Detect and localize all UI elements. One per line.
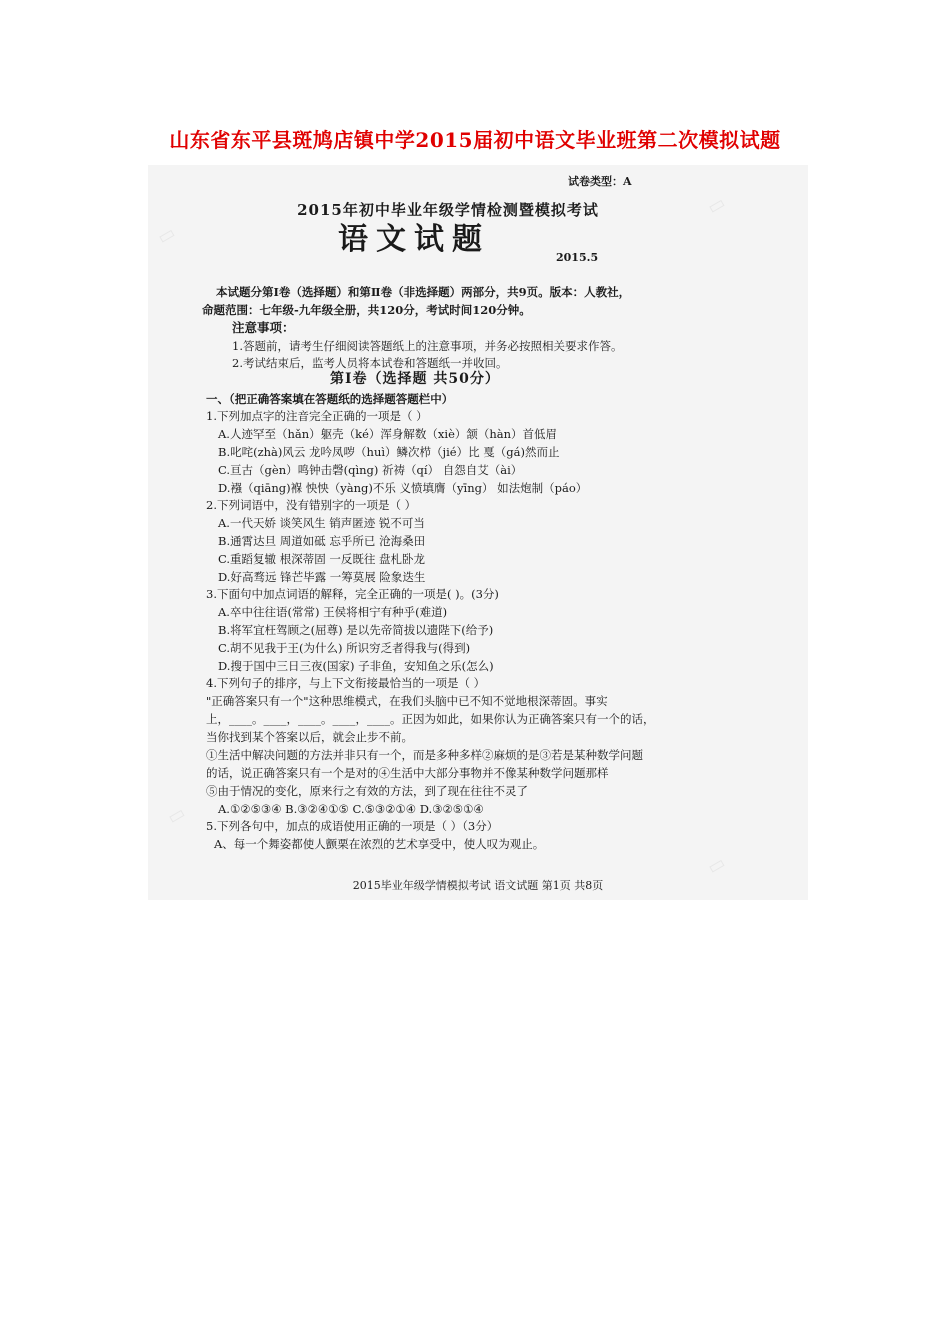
exam-type-label: 试卷类型：A	[568, 175, 632, 188]
question-text: 当你找到某个答案以后，就会止步不前。	[206, 730, 413, 744]
document-title: 山东省东平县斑鸠店镇中学2015届初中语文毕业班第二次模拟试题	[169, 128, 781, 152]
exam-date: 2015.5	[556, 251, 599, 264]
question-option: B.将军宜枉驾顾之(屈尊) 是以先帝简拔以遗陛下(给予)	[218, 623, 494, 637]
instruction-line: 一、（把正确答案填在答题纸的选择题答题栏中）	[206, 392, 454, 406]
question-text: ⑤由于情况的变化，原来行之有效的方法，到了现在往往不灵了	[206, 784, 528, 798]
question-option: C.胡不见我于王(为什么) 所识穷乏者得我与(得到)	[218, 641, 471, 655]
watermark: ▭	[163, 802, 190, 829]
section-title: 第Ⅰ卷（选择题 共50分）	[330, 371, 500, 387]
notes-title: 注意事项：	[232, 320, 295, 335]
question: 1.下列加点字的注音完全正确的一项是（ ）	[206, 409, 428, 423]
watermark: ▭	[703, 192, 730, 219]
question-option: A.一代天娇 谈笑风生 销声匿迹 锐不可当	[218, 516, 425, 530]
watermark: ▭	[153, 222, 180, 249]
question-option: D.搜于国中三日三夜(国家) 子非鱼，安知鱼之乐(怎么)	[218, 659, 494, 673]
question-option: A、每一个舞姿都使人颤栗在浓烈的艺术享受中，使人叹为观止。	[214, 837, 545, 851]
intro-line: 命题范围：七年级-九年级全册，共120分，考试时间120分钟。	[202, 303, 531, 317]
question-text: 上，____。____，____。____，____。正因为如此，如果你认为正确答案只有一个的话，	[206, 712, 655, 726]
question-text: "正确答案只有一个"这种思维模式，在我们头脑中已不知不觉地根深蒂固。事实	[206, 694, 608, 708]
question-text: 的话，说正确答案只有一个是对的④生活中大部分事物并不像某种数学问题那样	[206, 766, 609, 780]
question-option: B.通霄达旦 周道如砥 忘乎所已 沧海桑田	[218, 534, 426, 548]
exam-subject: 语文试题	[338, 222, 490, 257]
note-line: 2.考试结束后，监考人员将本试卷和答题纸一并收回。	[232, 356, 508, 370]
question-option: A.人迹罕至（hǎn）躯壳（ké）浑身解数（xiè）颔（hàn）首低眉	[218, 427, 558, 441]
question-option: D.好高骛远 锋芒毕露 一筹莫展 险象迭生	[218, 570, 426, 584]
question-option: B.叱咤(zhà)风云 龙吟凤哕（huì）鳞次栉（jié）比 戛（gá)然而止	[218, 445, 560, 459]
question-option: D.襁（qiāng)褓 怏怏（yàng)不乐 义愤填膺（yīng） 如法炮制（páo）	[218, 481, 588, 495]
question: 5.下列各句中，加点的成语使用正确的一项是（ ）（3分）	[206, 819, 499, 833]
intro-line: 本试题分第Ⅰ卷（选择题）和第Ⅱ卷（非选择题）两部分，共9页。版本：人教社，	[216, 285, 631, 299]
question-text: ①生活中解决问题的方法并非只有一个，而是多种多样②麻烦的是③若是某种数学问题	[206, 748, 643, 762]
question: 3.下面句中加点词语的解释，完全正确的一项是( )。(3分)	[206, 587, 499, 601]
note-line: 1.答题前，请考生仔细阅读答题纸上的注意事项，并务必按照相关要求作答。	[232, 339, 623, 353]
exam-name: 2015年初中毕业年级学情检测暨模拟考试	[297, 201, 599, 219]
question-option: C.重蹈复辙 根深蒂固 一反既往 盘札卧龙	[218, 552, 426, 566]
question-options-row: A.①②⑤③④ B.③②④①⑤ C.⑤③②①④ D.③②⑤①④	[218, 802, 484, 816]
watermark: ▭	[703, 852, 730, 879]
scanned-exam-page	[148, 165, 808, 900]
question-option: C.亘古（gèn）鸣钟击磬(qìng) 祈祷（qí） 自怨自艾（ài）	[218, 463, 523, 477]
question: 2.下列词语中，没有错别字的一项是（ ）	[206, 498, 417, 512]
question: 4.下列句子的排序，与上下文衔接最恰当的一项是（ ）	[206, 676, 486, 690]
question-option: A.卒中往往语(常常) 王侯将相宁有种乎(难道)	[218, 605, 448, 619]
page-footer: 2015毕业年级学情模拟考试 语文试题 第1页 共8页	[352, 879, 604, 892]
